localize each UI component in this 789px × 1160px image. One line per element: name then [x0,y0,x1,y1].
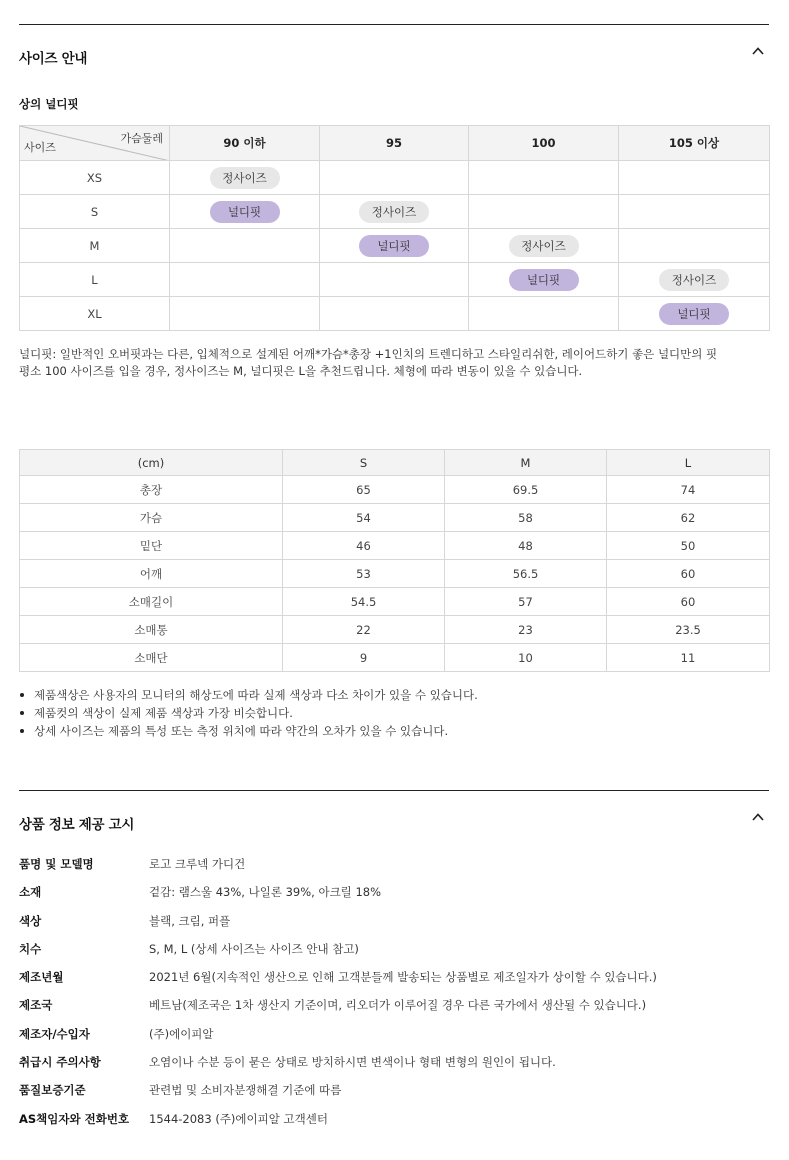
chest-column-header: 95 [320,126,469,161]
product-info-row [19,1105,769,1133]
fit-cell [170,297,320,331]
measurement-value: 54.5 [283,588,445,616]
nerdy-fit-badge: 널디핏 [509,269,579,291]
product-info-row [19,1048,769,1076]
unit-header: (cm) [20,450,283,476]
fit-cell [170,161,320,195]
fit-size-label: S [20,195,170,229]
size-column-header: S [283,450,445,476]
fit-row [20,229,770,263]
product-info-label: 품명 및 모델명 [19,857,94,871]
measurement-table-body [20,476,770,672]
measurement-value: 9 [283,644,445,672]
fit-cell [320,263,469,297]
measurement-row [20,644,770,672]
product-info-list [19,850,769,1133]
fit-cell [170,263,320,297]
product-info-value: 오염이나 수분 등이 묻은 상태로 방치하시면 변색이나 형태 변형의 원인이 됩니다. [149,1055,556,1070]
fit-note-line: 평소 100 사이즈를 입을 경우, 정사이즈는 M, 널디핏은 L을 추천드립니다. 체형에 따라 변동이 있을 수 있습니다. [19,364,583,378]
product-info-label: 제조국 [19,998,53,1013]
measurement-value: 74 [607,476,770,504]
fit-cell [619,263,770,297]
measurement-row [20,588,770,616]
measurement-label: 밑단 [20,532,283,560]
product-info-row [19,907,769,935]
size-guide-header[interactable] [19,24,769,84]
product-info-label: 제조자/수입자 [19,1026,90,1041]
nerdy-fit-badge: 널디핏 [659,303,729,325]
product-info-header[interactable] [19,790,769,850]
measurement-row [20,476,770,504]
fit-cell [469,161,619,195]
measurement-value: 57 [445,588,607,616]
product-info-row [19,1020,769,1048]
measurement-value: 62 [607,504,770,532]
product-info-label: 품질보증기준 [19,1083,86,1098]
fit-table [19,125,770,331]
measurement-value: 48 [445,532,607,560]
measurement-value: 23.5 [607,616,770,644]
measurement-value: 65 [283,476,445,504]
product-info-row [19,1076,769,1104]
measurement-value: 23 [445,616,607,644]
product-info-row [19,935,769,963]
product-info-label: 치수 [19,941,42,956]
product-info-value: (주)에이피알 [149,1026,214,1041]
fit-cell [469,263,619,297]
measurement-value: 60 [607,560,770,588]
chest-column-header: 105 이상 [619,126,770,161]
measurement-value: 11 [607,644,770,672]
measurement-value: 22 [283,616,445,644]
fit-row [20,161,770,195]
product-info-row [19,850,769,878]
product-info-row [19,963,769,991]
product-info-title: 상품 정보 제공 고시 [19,817,135,833]
size-column-header: L [607,450,770,476]
measurement-value: 54 [283,504,445,532]
measurement-table [19,449,770,672]
notice-item: 제품컷의 색상이 실제 제품 색상과 가장 비슷합니다. [19,704,478,722]
regular-size-badge: 정사이즈 [359,201,429,223]
chest-column-header: 100 [469,126,619,161]
fit-subtitle: 상의 널디핏 [19,97,79,111]
fit-row [20,195,770,229]
fit-note-line: 널디핏: 일반적인 오버핏과는 다른, 입체적으로 설계된 어깨*가슴*총장 +1인치의 트렌디하고 스타일리쉬한, 레이어드하기 좋은 널디만의 핏 [19,347,718,361]
fit-cell [619,195,770,229]
product-info-value: 2021년 6월(지속적인 생산으로 인해 고객분들께 발송되는 상품별로 제조일자가 상이할 수 있습니다.) [149,970,657,985]
regular-size-badge: 정사이즈 [659,269,729,291]
fit-cell [170,195,320,229]
regular-size-badge: 정사이즈 [509,235,579,257]
product-info-value: 베트남(제조국은 1차 생산지 기준이며, 리오더가 이루어질 경우 다른 국가에서 생산될 수 있습니다.) [149,998,647,1013]
measurement-label: 소매단 [20,644,283,672]
fit-size-label: XL [20,297,170,331]
nerdy-fit-badge: 널디핏 [210,201,280,223]
fit-cell [320,161,469,195]
fit-cell [469,297,619,331]
regular-size-badge: 정사이즈 [210,167,280,189]
notice-list [19,686,478,740]
measurement-value: 69.5 [445,476,607,504]
fit-cell [619,161,770,195]
product-info-label: 취급시 주의사항 [19,1055,101,1070]
measurement-row [20,616,770,644]
fit-cell [469,229,619,263]
fit-cell [320,297,469,331]
product-info-value: S, M, L (상세 사이즈는 사이즈 안내 참고) [149,941,359,956]
measurement-value: 60 [607,588,770,616]
size-guide-title: 사이즈 안내 [19,51,88,67]
fit-size-label: L [20,263,170,297]
fit-size-label: M [20,229,170,263]
chevron-up-icon[interactable] [751,810,765,824]
notice-item: 제품색상은 사용자의 모니터의 해상도에 따라 실제 색상과 다소 차이가 있을 수 있습니다. [19,686,478,704]
measurement-value: 56.5 [445,560,607,588]
fit-cell [320,195,469,229]
product-info-value: 로고 크루넥 가디건 [149,857,246,871]
measurement-row [20,504,770,532]
fit-cell [170,229,320,263]
fit-cell [619,229,770,263]
fit-size-label: XS [20,161,170,195]
size-axis-label: 사이즈 [24,141,56,154]
measurement-value: 10 [445,644,607,672]
product-info-value: 관련법 및 소비자분쟁해결 기준에 따름 [149,1083,342,1098]
product-info-label: 색상 [19,913,42,928]
fit-note [19,346,769,380]
product-info-label: 제조년월 [19,970,64,985]
measurement-label: 소매길이 [20,588,283,616]
chest-axis-label: 가슴둘레 [120,132,163,145]
chest-column-header: 90 이하 [170,126,320,161]
product-info-value: 블랙, 크림, 퍼플 [149,913,231,928]
fit-row [20,263,770,297]
measurement-row [20,560,770,588]
product-info-row [19,991,769,1019]
product-info-label: AS책임자와 전화번호 [19,1111,130,1126]
measurement-value: 46 [283,532,445,560]
measurement-row [20,532,770,560]
size-column-header: M [445,450,607,476]
product-info-value: 1544-2083 (주)에이피알 고객센터 [149,1111,328,1126]
product-info-row [19,878,769,906]
measurement-label: 소매통 [20,616,283,644]
fit-cell [320,229,469,263]
product-info-value: 겉감: 램스울 43%, 나일론 39%, 아크릴 18% [149,885,381,900]
notice-item: 상세 사이즈는 제품의 특성 또는 측정 위치에 따라 약간의 오차가 있을 수 있습니다. [19,722,478,740]
fit-row [20,297,770,331]
measurement-label: 총장 [20,476,283,504]
fit-table-body [20,161,770,331]
measurement-value: 58 [445,504,607,532]
fit-cell [469,195,619,229]
measurement-label: 어깨 [20,560,283,588]
fit-table-corner-header [20,126,170,161]
chevron-up-icon[interactable] [751,44,765,58]
measurement-label: 가슴 [20,504,283,532]
product-info-label: 소재 [19,885,42,900]
nerdy-fit-badge: 널디핏 [359,235,429,257]
measurement-value: 50 [607,532,770,560]
measurement-value: 53 [283,560,445,588]
fit-cell [619,297,770,331]
